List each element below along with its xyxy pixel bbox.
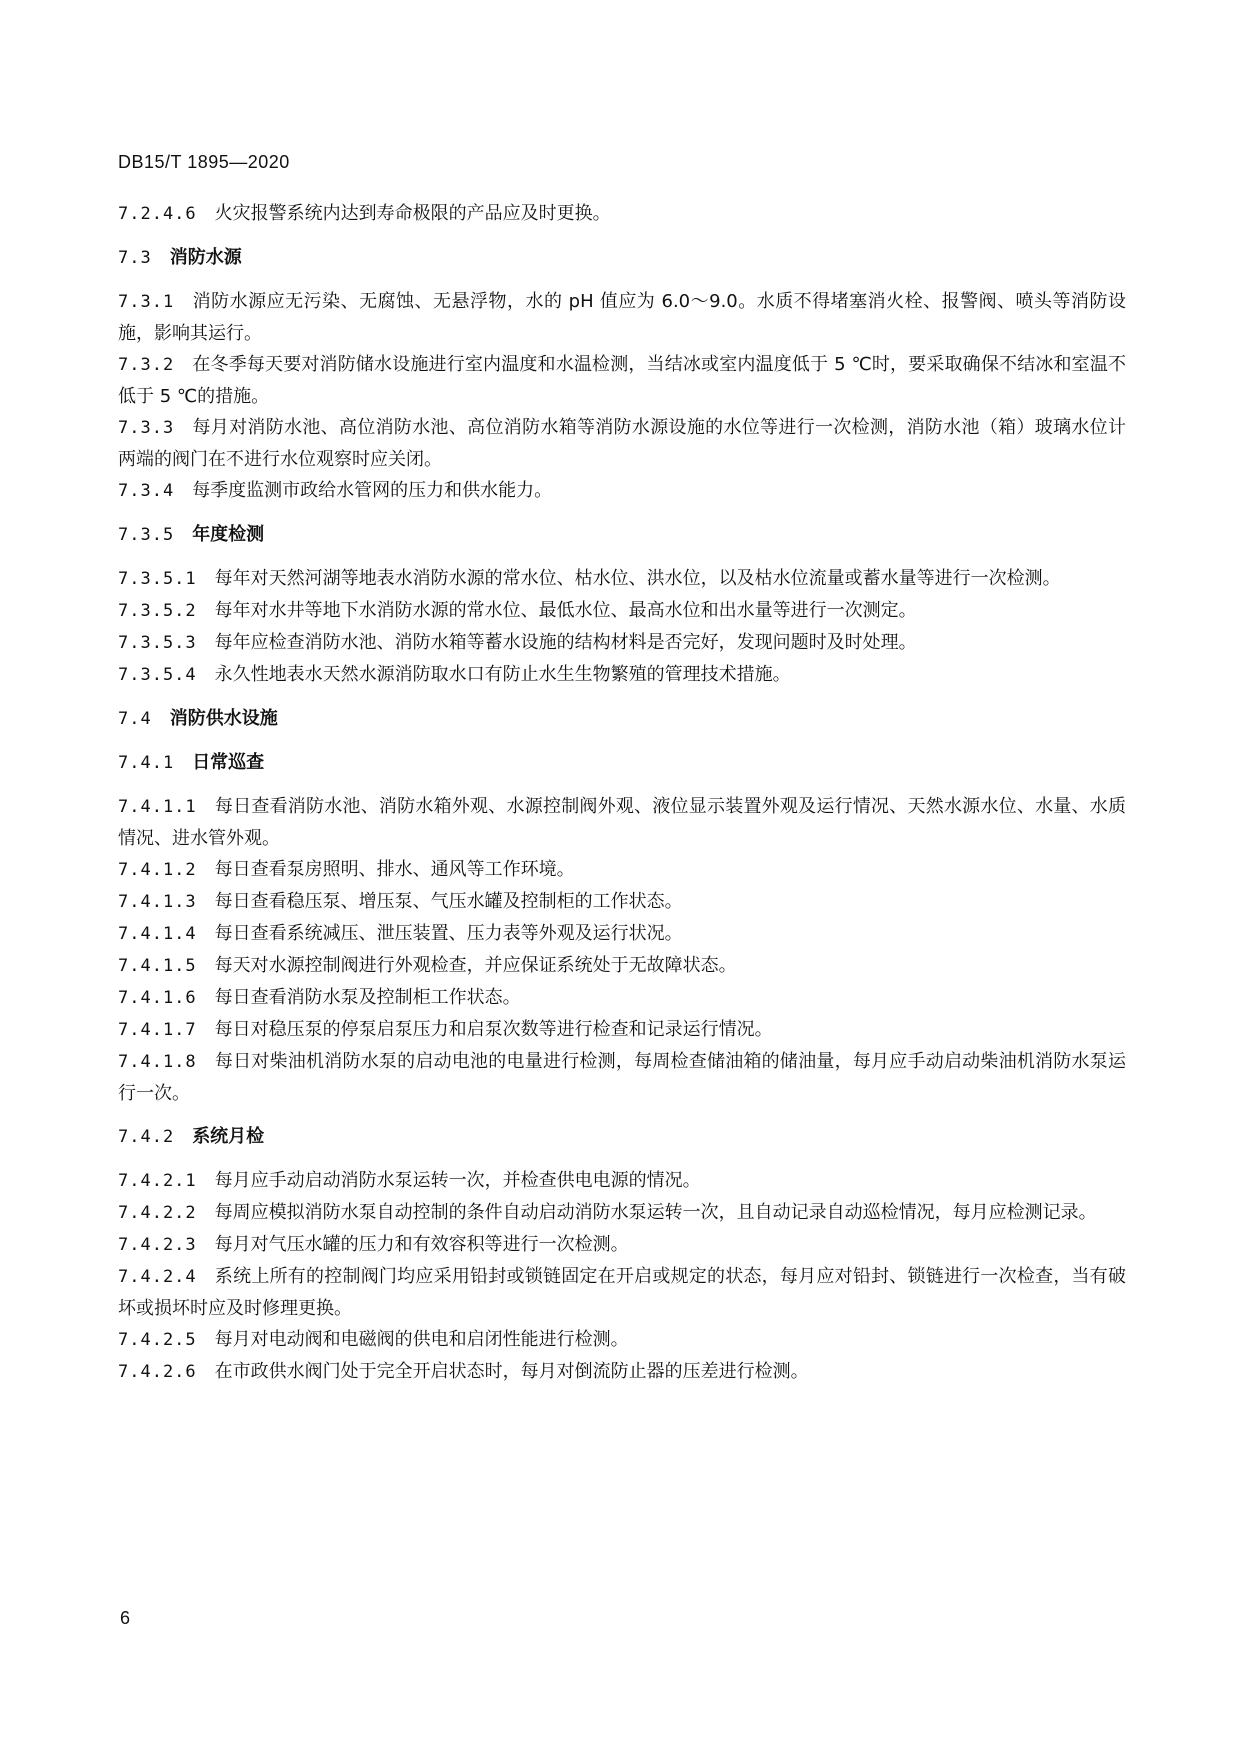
clause-paragraph [118, 563, 1126, 595]
clause-paragraph [118, 412, 1126, 475]
clause-text: 每年对水井等地下水消防水源的常水位、最低水位、最高水位和出水量等进行一次测定。 [214, 600, 917, 621]
heading-title: 年度检测 [192, 524, 265, 545]
clause-paragraph [118, 1165, 1126, 1197]
clause-paragraph [118, 1229, 1126, 1261]
clause-number: 7.3.2 [118, 355, 175, 375]
clause-paragraph [118, 198, 1126, 230]
clause-number: 7.4 [118, 709, 152, 729]
heading-title: 消防供水设施 [169, 708, 278, 729]
clause-number: 7.2.4.6 [118, 204, 197, 224]
clause-number: 7.4.1.3 [118, 892, 197, 912]
clause-number: 7.4.2.6 [118, 1362, 197, 1382]
clause-text: 每天对水源控制阀进行外观检查，并应保证系统处于无故障状态。 [214, 955, 737, 976]
clause-paragraph [118, 791, 1126, 854]
clause-number: 7.3.5.3 [118, 633, 197, 653]
clause-paragraph [118, 1261, 1126, 1324]
clause-paragraph [118, 1014, 1126, 1046]
section-heading [118, 747, 1126, 779]
clause-paragraph [118, 595, 1126, 627]
clause-number: 7.4.2.3 [118, 1235, 197, 1255]
clause-text: 每月应手动启动消防水泵运转一次，并检查供电电源的情况。 [214, 1170, 701, 1191]
clause-paragraph [118, 627, 1126, 659]
clause-number: 7.4.1 [118, 753, 175, 773]
clause-number: 7.4.1.7 [118, 1020, 197, 1040]
clause-paragraph [118, 854, 1126, 886]
heading-title: 系统月检 [192, 1126, 265, 1147]
clause-text: 每日查看泵房照明、排水、通风等工作环境。 [214, 859, 575, 880]
clause-number: 7.4.2.4 [118, 1267, 197, 1287]
heading-title: 日常巡查 [192, 752, 265, 773]
clause-text: 每周应模拟消防水泵自动控制的条件自动启动消防水泵运转一次，且自动记录自动巡检情况，每月应检测记录。 [214, 1202, 1097, 1223]
clause-text: 每日查看稳压泵、增压泵、气压水罐及控制柜的工作状态。 [214, 891, 683, 912]
clause-number: 7.3.1 [118, 292, 175, 312]
clause-number: 7.4.2.2 [118, 1203, 197, 1223]
clause-number: 7.4.1.4 [118, 924, 197, 944]
clause-paragraph [118, 659, 1126, 691]
clause-number: 7.4.1.1 [118, 797, 197, 817]
section-heading [118, 703, 1126, 735]
section-heading [118, 519, 1126, 551]
clause-number: 7.4.2 [118, 1127, 175, 1147]
clause-text: 永久性地表水天然水源消防取水口有防止水生生物繁殖的管理技术措施。 [214, 664, 791, 685]
clause-number: 7.4.1.6 [118, 988, 197, 1008]
clause-text: 每季度监测市政给水管网的压力和供水能力。 [192, 480, 553, 501]
clause-paragraph [118, 475, 1126, 507]
clause-number: 7.3.5.4 [118, 665, 197, 685]
clause-text: 每日查看消防水泵及控制柜工作状态。 [214, 987, 521, 1008]
clause-paragraph [118, 1356, 1126, 1388]
clause-paragraph [118, 349, 1126, 412]
clause-paragraph [118, 982, 1126, 1014]
clause-paragraph [118, 950, 1126, 982]
clause-number: 7.3.5.2 [118, 601, 197, 621]
clause-text: 在冬季每天要对消防储水设施进行室内温度和水温检测，当结冰或室内温度低于 5 ℃时，要采取确保不结冰和室温不低于 5 ℃的措施。 [118, 354, 1126, 407]
clause-text: 每年应检查消防水池、消防水箱等蓄水设施的结构材料是否完好，发现问题时及时处理。 [214, 632, 917, 653]
section-heading [118, 242, 1126, 274]
clause-text: 每日对柴油机消防水泵的启动电池的电量进行检测，每周检查储油箱的储油量，每月应手动启动柴油机消防水泵运行一次。 [118, 1051, 1126, 1104]
clause-number: 7.3.3 [118, 418, 175, 438]
clause-text: 火灾报警系统内达到寿命极限的产品应及时更换。 [214, 203, 611, 224]
clause-paragraph [118, 1324, 1126, 1356]
clause-text: 每月对气压水罐的压力和有效容积等进行一次检测。 [214, 1234, 629, 1255]
clause-paragraph [118, 286, 1126, 349]
document-id-header: DB15/T 1895—2020 [118, 152, 290, 172]
clause-number: 7.3.4 [118, 481, 175, 501]
clause-paragraph [118, 1046, 1126, 1109]
clause-text: 系统上所有的控制阀门均应采用铅封或锁链固定在开启或规定的状态，每月应对铅封、锁链进行一次检查，当有破坏或损坏时应及时修理更换。 [118, 1266, 1126, 1319]
clause-text: 在市政供水阀门处于完全开启状态时，每月对倒流防止器的压差进行检测。 [214, 1361, 809, 1382]
section-heading [118, 1121, 1126, 1153]
clause-paragraph [118, 886, 1126, 918]
clause-number: 7.4.1.5 [118, 956, 197, 976]
page-number: 6 [120, 1608, 131, 1628]
clause-text: 每月对电动阀和电磁阀的供电和启闭性能进行检测。 [214, 1329, 629, 1350]
clause-text: 每月对消防水池、高位消防水池、高位消防水箱等消防水源设施的水位等进行一次检测，消防水池（箱）玻璃水位计两端的阀门在不进行水位观察时应关闭。 [118, 417, 1126, 470]
clause-number: 7.4.1.8 [118, 1052, 197, 1072]
clause-paragraph [118, 1197, 1126, 1229]
clause-number: 7.3.5 [118, 525, 175, 545]
document-body [118, 198, 1126, 1388]
clause-paragraph [118, 918, 1126, 950]
clause-number: 7.3.5.1 [118, 569, 197, 589]
clause-number: 7.4.2.5 [118, 1330, 197, 1350]
clause-text: 每日查看系统减压、泄压装置、压力表等外观及运行状况。 [214, 923, 683, 944]
clause-number: 7.4.1.2 [118, 860, 197, 880]
clause-text: 每日查看消防水池、消防水箱外观、水源控制阀外观、液位显示装置外观及运行情况、天然水源水位、水量、水质情况、进水管外观。 [118, 796, 1126, 849]
clause-text: 每日对稳压泵的停泵启泵压力和启泵次数等进行检查和记录运行情况。 [214, 1019, 773, 1040]
clause-text: 每年对天然河湖等地表水消防水源的常水位、枯水位、洪水位，以及枯水位流量或蓄水量等进行一次检测。 [214, 568, 1061, 589]
heading-title: 消防水源 [169, 247, 242, 268]
clause-number: 7.4.2.1 [118, 1171, 197, 1191]
clause-text: 消防水源应无污染、无腐蚀、无悬浮物，水的 pH 值应为 6.0～9.0。水质不得堵塞消火栓、报警阀、喷头等消防设施，影响其运行。 [118, 291, 1126, 344]
clause-number: 7.3 [118, 248, 152, 268]
